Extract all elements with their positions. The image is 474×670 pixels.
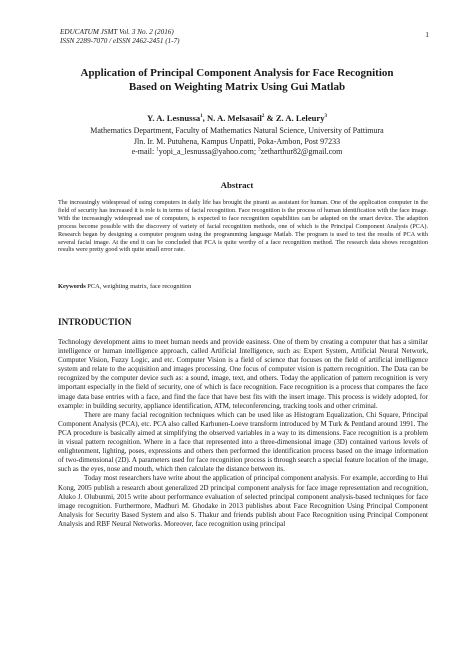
author-name: Y. A. Lesnussa (146, 113, 201, 123)
section-heading: INTRODUCTION (58, 317, 132, 327)
abstract-heading: Abstract (220, 180, 254, 190)
email-superscript: 3 (258, 147, 261, 153)
author-separator: , (202, 113, 207, 123)
paragraph: Technology development aims to meet human needs and provide easiness. One of them by creating a computer that has a similar intelligence or human intelligence approach, called Artificial Intelligence, such as: Expert System, Artificial Neural Network, Computer Vision, Fuzzy Logic, and etc. Computer Vision is a field of science that focuses on the field of artificial intelligence system and relate to the acquisition and images processing. One focus of computer vision is pattern recognition. The Data can be recognized by the computer device such as: a sound, image, text, and others. Today the application of pattern recognition is very important especially in the field of security, one of which is face recognition. Face recognition is a process that compares the face image data base entries with a face, and find the face that have best fits with the insert image. This process is widely adopted, for example: in building security, appliance identification, ATM, teleconferencing, tracking tools and other criminal. (58, 338, 428, 410)
title-line-2: Based on Weighting Matrix Using Gui Matlab (128, 81, 346, 93)
author-list (40, 113, 434, 123)
affiliation-line-2: Jln. Ir. M. Putuhena, Kampus Unpatti, Poka-Ambon, Post 97233 (133, 136, 341, 146)
author-superscript: 1 (200, 114, 203, 120)
keywords-line (58, 283, 428, 290)
journal-line: EDUCATUM JSMT Vol. 3 No. 2 (2016) (60, 28, 174, 36)
affiliation-block (40, 126, 434, 158)
author-name: N. A. Melsasail (206, 113, 262, 123)
email-prefix: e-mail: (131, 147, 157, 156)
introduction-body (58, 338, 428, 529)
affiliation-line-1: Mathematics Department, Faculty of Mathematics Natural Science, University of Pattimura (90, 126, 384, 135)
issn-line: ISSN 2289-7070 / eISSN 2462-2451 (1-7) (60, 37, 180, 45)
title-line-1: Application of Principal Component Analysis for Face Recognition (80, 67, 394, 79)
running-header (60, 28, 180, 46)
author-superscript: 3 (324, 114, 328, 120)
abstract-text: The increasingly widespread of using computers in daily life has brought the piranti as assistant for human. One of the application computer in the field of security has increased it is role is in terms of facial recognition. Face recognition is the process of human identification with the face image. With the increasingly widespread use of computers, is expected to face recognition capabilities can be adapted on the smart device. The adaption process become possible with the discovery of variety of facial recognition methods, one of which is the Principal Component Analysis (PCA). Research began by designing a computer program using the programming language Matlab. The program is used to test the results of PCA with several facial image. At the end it can be concluded that PCA is quite worthy of a face recognition method. The research data shows recognition results were pretty good with quite small error rate. (58, 199, 428, 254)
page-number: 1 (425, 30, 429, 39)
keywords-label: Keywords (58, 283, 86, 290)
author-superscript: 2 (261, 114, 265, 120)
email-address[interactable]: zetharthur82@gmail.com (260, 147, 343, 156)
paragraph: There are many facial recognition techniques which can be used like as Histogram Equalization, Chi Square, Principal Component Analysis (PCA), etc. PCA also called Karhunen-Loeve transform introduced by M Turk & Pentland around 1991. The PCA procedure is basically aimed at simplifying the observed variables in a way to its dimensions. Face recognition is a problem in visual pattern recognition. Where in a face that represented into a three-dimensional image (3D) contained various levels of enlightenment, lighting, poses, expressions and others then performed the identification process based on the image information of two-dimensional (2D). A parameters used for face recognition process is through search a special feature location of the image, such as the eyes, nose and mouth, which then calculate the distance between its. (58, 410, 428, 474)
keywords-text: PCA, weighting matrix, face recognition (85, 283, 192, 290)
email-address[interactable]: yopi_a_lesnussa@yahoo.com; (158, 147, 259, 156)
paragraph: Today most researchers have write about the application of principal component analysis. For example, according to Hui Kong, 2005 publish a research about generalized 2D principal component analysis for face image representation and recognition, Aluko J. Olubunmi, 2015 write about performance evaluation of selected principal component analysis-based techniques for face image recognition. Furthermore, Madhuri M. Ghodake in 2013 publishes about Face Recognition Using Principal Component Analysis for Security Based System and also S. Thakur and friends publish about Face Recognition using Principal Component Analysis and RBF Neural Networks. Moreover, face recognition using principal (58, 474, 428, 528)
author-name: Z. A. Leleury (275, 113, 325, 123)
author-separator: & (264, 113, 276, 123)
email-superscript: 1 (156, 147, 159, 153)
email-line (40, 147, 434, 158)
paper-title (40, 66, 434, 94)
